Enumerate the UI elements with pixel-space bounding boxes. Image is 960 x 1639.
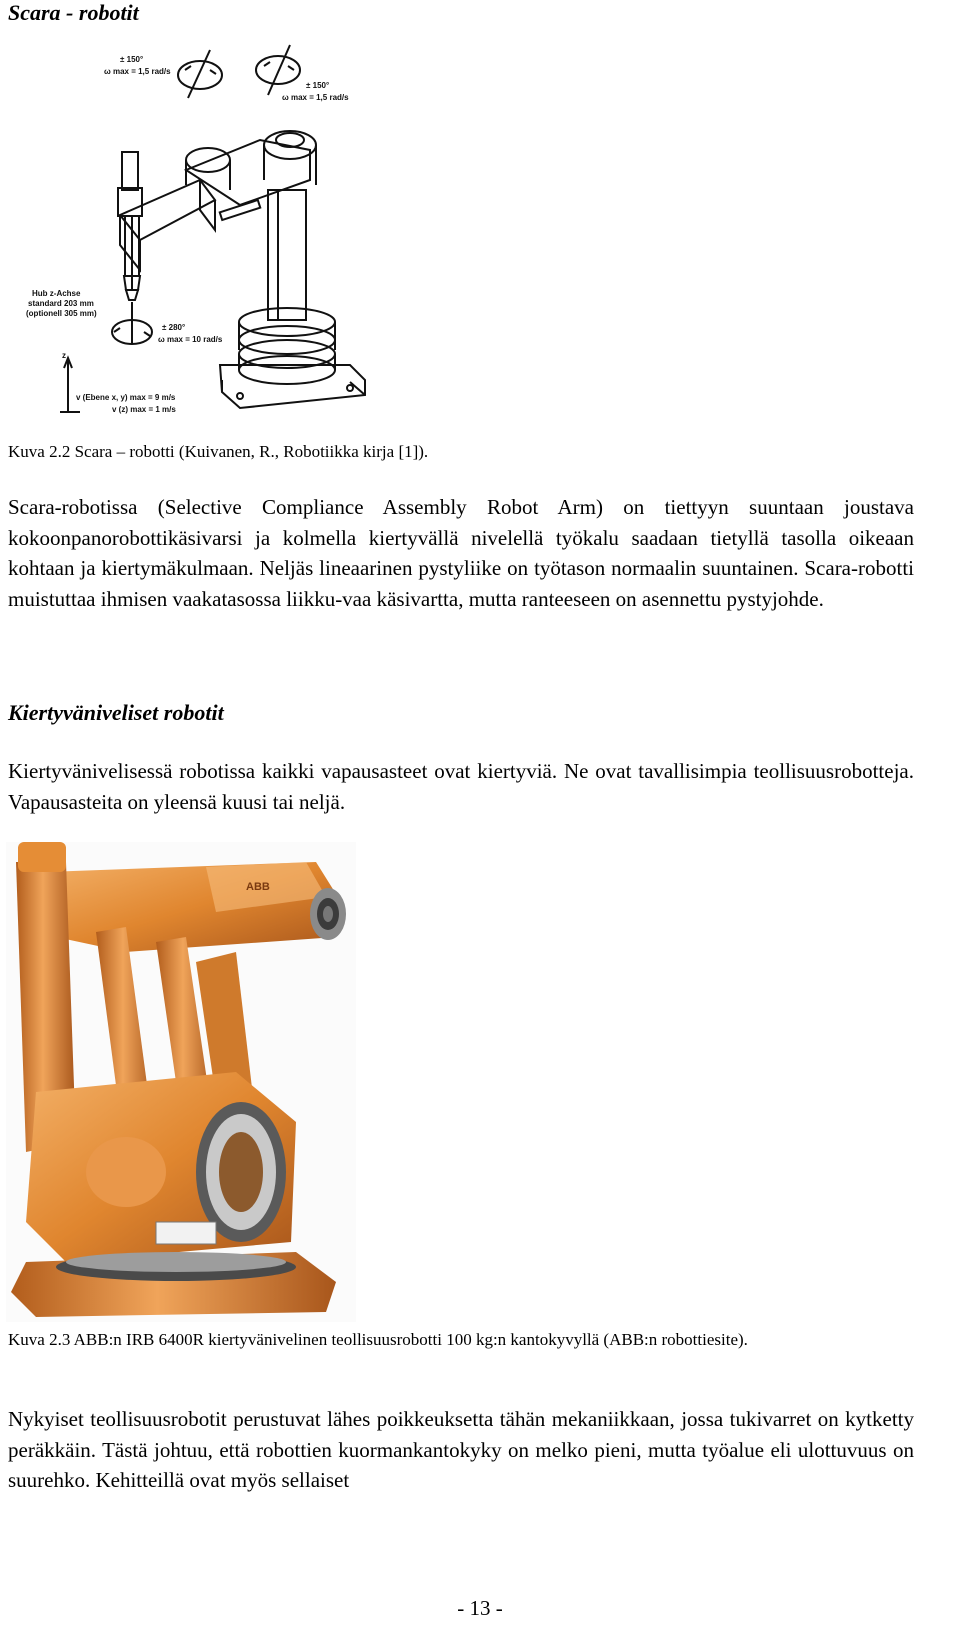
top-right-angle-label: ± 150° <box>306 81 330 90</box>
section-heading-articulated: Kiertyväniveliset robotit <box>8 700 224 725</box>
hub-label-line1: Hub z-Achse <box>32 289 81 298</box>
paragraph-articulated: Kiertyvänivelisessä robotissa kaikki vapausasteet ovat kiertyviä. Ne ovat tavallisimpia teollisuusrobotteja. Vapausasteita on yleensä kuusi tai neljä. <box>8 759 914 814</box>
top-right-speed-label: ω max = 1,5 rad/s <box>282 93 349 102</box>
bottom-speed-label: ω max = 10 rad/s <box>158 335 223 344</box>
abb-robot-photo <box>6 842 356 1322</box>
scara-robot-diagram <box>26 40 380 420</box>
paragraph-mechanics: Nykyiset teollisuusrobotit perustuvat lähes poikkeuksetta tähän mekaniikkaan, jossa tukivarret on kytketty peräkkäin. Tästä johtuu, että robottien kuormankantokyky on melko pieni, mutta työalue eli ulottuvuus on suurehko. Kehitteillä ovat myös sellaiset <box>8 1407 914 1492</box>
hub-label-line3: (optionell 305 mm) <box>26 309 97 318</box>
figure2-caption: Kuva 2.3 ABB:n IRB 6400R kiertyvänivelinen teollisuusrobotti 100 kg:n kantokyvyllä (ABB:n robottiesite). <box>8 1330 748 1349</box>
abb-logo: ABB <box>246 881 270 893</box>
v-xy-label: v (Ebene x, y) max = 9 m/s <box>76 393 176 402</box>
z-axis-label: z <box>62 351 66 360</box>
paragraph-scara: Scara-robotissa (Selective Compliance Assembly Robot Arm) on tiettyyn suuntaan joustava kokoonpanorobottikäsivarsi ja kolmella kiertyvällä nivelellä työkalu saadaan tietyllä tasolla oikeaan kohtaan ja kiertymäkulmaan. Neljäs lineaarinen pystyliike on työtason normaalin suuntainen. Scara-robotti muistuttaa ihmisen vaakatasossa liikku-vaa käsivartta, mutta ranteeseen on asennettu pystyjohde. <box>8 495 914 611</box>
v-z-label: v (z) max = 1 m/s <box>112 405 176 414</box>
hub-label-line2: standard 203 mm <box>28 299 94 308</box>
bottom-angle-label: ± 280° <box>162 323 186 332</box>
top-left-speed-label: ω max = 1,5 rad/s <box>104 67 171 76</box>
section-heading-scara: Scara - robotit <box>8 0 139 25</box>
page-number: - 13 - <box>457 1596 503 1620</box>
figure1-caption: Kuva 2.2 Scara – robotti (Kuivanen, R., Robotiikka kirja [1]). <box>8 442 429 461</box>
joint1-rotation-circle <box>178 61 222 89</box>
top-left-angle-label: ± 150° <box>120 55 144 64</box>
